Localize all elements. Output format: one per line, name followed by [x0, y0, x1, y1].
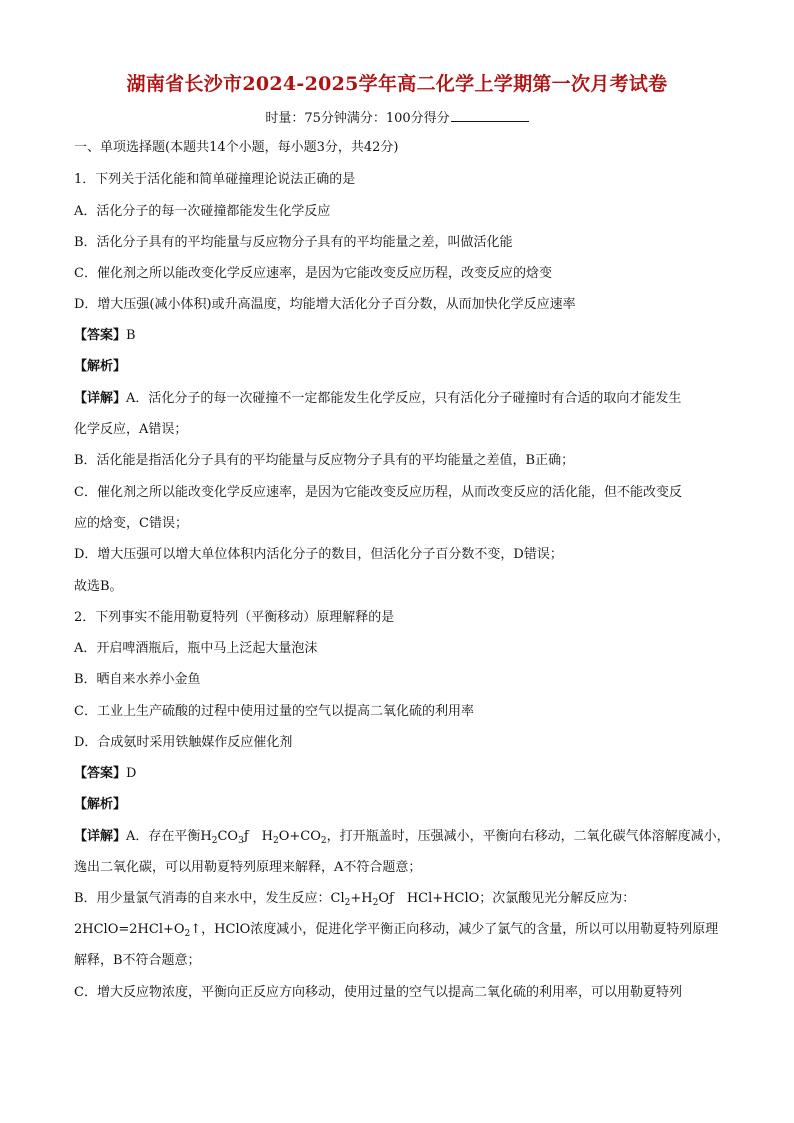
question-1-answer [74, 326, 136, 346]
question-2-analysis [74, 795, 126, 815]
question-2-option-a: A．开启啤酒瓶后，瓶中马上泛起大量泡沫 [74, 641, 318, 656]
question-1-option-a: A．活化分子的每一次碰撞都能发生化学反应 [74, 204, 331, 219]
score-blank [451, 109, 529, 122]
question-1-conclusion: 故选B。 [74, 579, 123, 594]
formula-text: CO [217, 829, 239, 844]
analysis-label: 【解析】 [74, 359, 127, 374]
detail-text: A．活化分子的每一次碰撞不一定都能发生化学反应，只有活化分子碰撞时有合适的取向才能发生 [126, 391, 682, 406]
exam-title: 湖南省长沙市2024-2025学年高二化学上学期第一次月考试卷 [126, 73, 668, 95]
formula-text: O+CO [278, 829, 321, 844]
section-heading: 一、单项选择题(本题共14个小题，每小题3分，共42分) [74, 140, 399, 155]
subscript: 2 [372, 898, 379, 908]
question-1-detail-line: C．催化剂之所以能改变化学反应速率，是因为它能改变反应历程，从而改变反应的活化能，但不能改变反 [74, 485, 682, 500]
question-1-detail-line: B．活化能是指活化分子具有的平均能量与反应物分子具有的平均能量之差值，B正确； [74, 453, 575, 468]
subscript: 2 [344, 898, 351, 908]
question-2-option-d: D．合成氨时采用铁触媒作反应催化剂 [74, 735, 293, 750]
subscript: 2 [320, 836, 327, 846]
question-1-option-c: C．催化剂之所以能改变化学反应速率，是因为它能改变反应历程，改变反应的焓变 [74, 266, 552, 281]
question-1-detail-line: 应的焓变，C错误； [74, 516, 188, 531]
question-1-option-d: D．增大压强(减小体积)或升高温度，均能增大活化分子百分数，从而加快化学反应速率 [74, 297, 576, 312]
subscript: 3 [238, 836, 244, 846]
question-1-analysis [74, 357, 126, 377]
detail-text: Oƒ HCl+HClO；次氯酸见光分解反应为： [378, 891, 636, 906]
answer-value: D [126, 766, 137, 781]
formula-text: +H [350, 891, 373, 906]
formula-text: 2HClO=2HCl+O [74, 922, 185, 937]
question-2-stem: 2．下列事实不能用勒夏特列（平衡移动）原理解释的是 [74, 610, 395, 625]
detail-label: 【详解】 [74, 829, 127, 844]
question-1-option-b: B．活化分子具有的平均能量与反应物分子具有的平均能量之差，叫做活化能 [74, 235, 513, 250]
answer-value: B [126, 328, 136, 343]
question-2-detail-line: 逸出二氧化碳，可以用勒夏特列原理来解释，A不符合题意； [74, 860, 422, 875]
question-2-answer [74, 764, 136, 784]
detail-text: B．用少量氯气消毒的自来水中，发生反应：Cl [74, 891, 345, 906]
question-1-detail-line [74, 389, 681, 409]
subscript: 2 [272, 836, 279, 846]
question-2-option-c: C．工业上生产硫酸的过程中使用过量的空气以提高二氧化硫的利用率 [74, 704, 474, 719]
subscript: 2 [211, 836, 218, 846]
exam-meta-text: 时量：75分钟满分：100分得分 [265, 111, 450, 126]
subscript: 2 [184, 929, 191, 939]
analysis-label: 【解析】 [74, 797, 127, 812]
exam-meta [0, 107, 794, 126]
detail-label: 【详解】 [74, 391, 127, 406]
answer-label: 【答案】 [74, 328, 127, 343]
question-2-detail-line [74, 920, 718, 940]
question-1-detail-line: D．增大压强可以增大单位体积内活化分子的数目，但活化分子百分数不变，D错误； [74, 547, 563, 562]
question-2-detail-line: C．增大反应物浓度，平衡向正反应方向移动，使用过量的空气以提高二氧化硫的利用率，可以用勒夏特列 [74, 985, 682, 1000]
detail-text: ↑，HClO浓度减小，促进化学平衡正向移动，减少了氯气的含量，所以可以用勒夏特列原理 [190, 922, 719, 937]
answer-label: 【答案】 [74, 766, 127, 781]
formula-text: ƒ H [243, 829, 273, 844]
question-2-detail-line [74, 827, 730, 847]
question-1-detail-line: 化学反应，A错误； [74, 422, 188, 437]
question-1-stem: 1．下列关于活化能和简单碰撞理论说法正确的是 [74, 172, 356, 187]
question-2-detail-line: 解释，B不符合题意； [74, 953, 201, 968]
detail-text: ，打开瓶盖时，压强减小，平衡向右移动，二氧化碳气体溶解度减小， [326, 829, 730, 844]
question-2-option-b: B．晒自来水养小金鱼 [74, 672, 201, 687]
question-2-detail-line [74, 889, 635, 909]
formula-text: A．存在平衡H [126, 829, 212, 844]
